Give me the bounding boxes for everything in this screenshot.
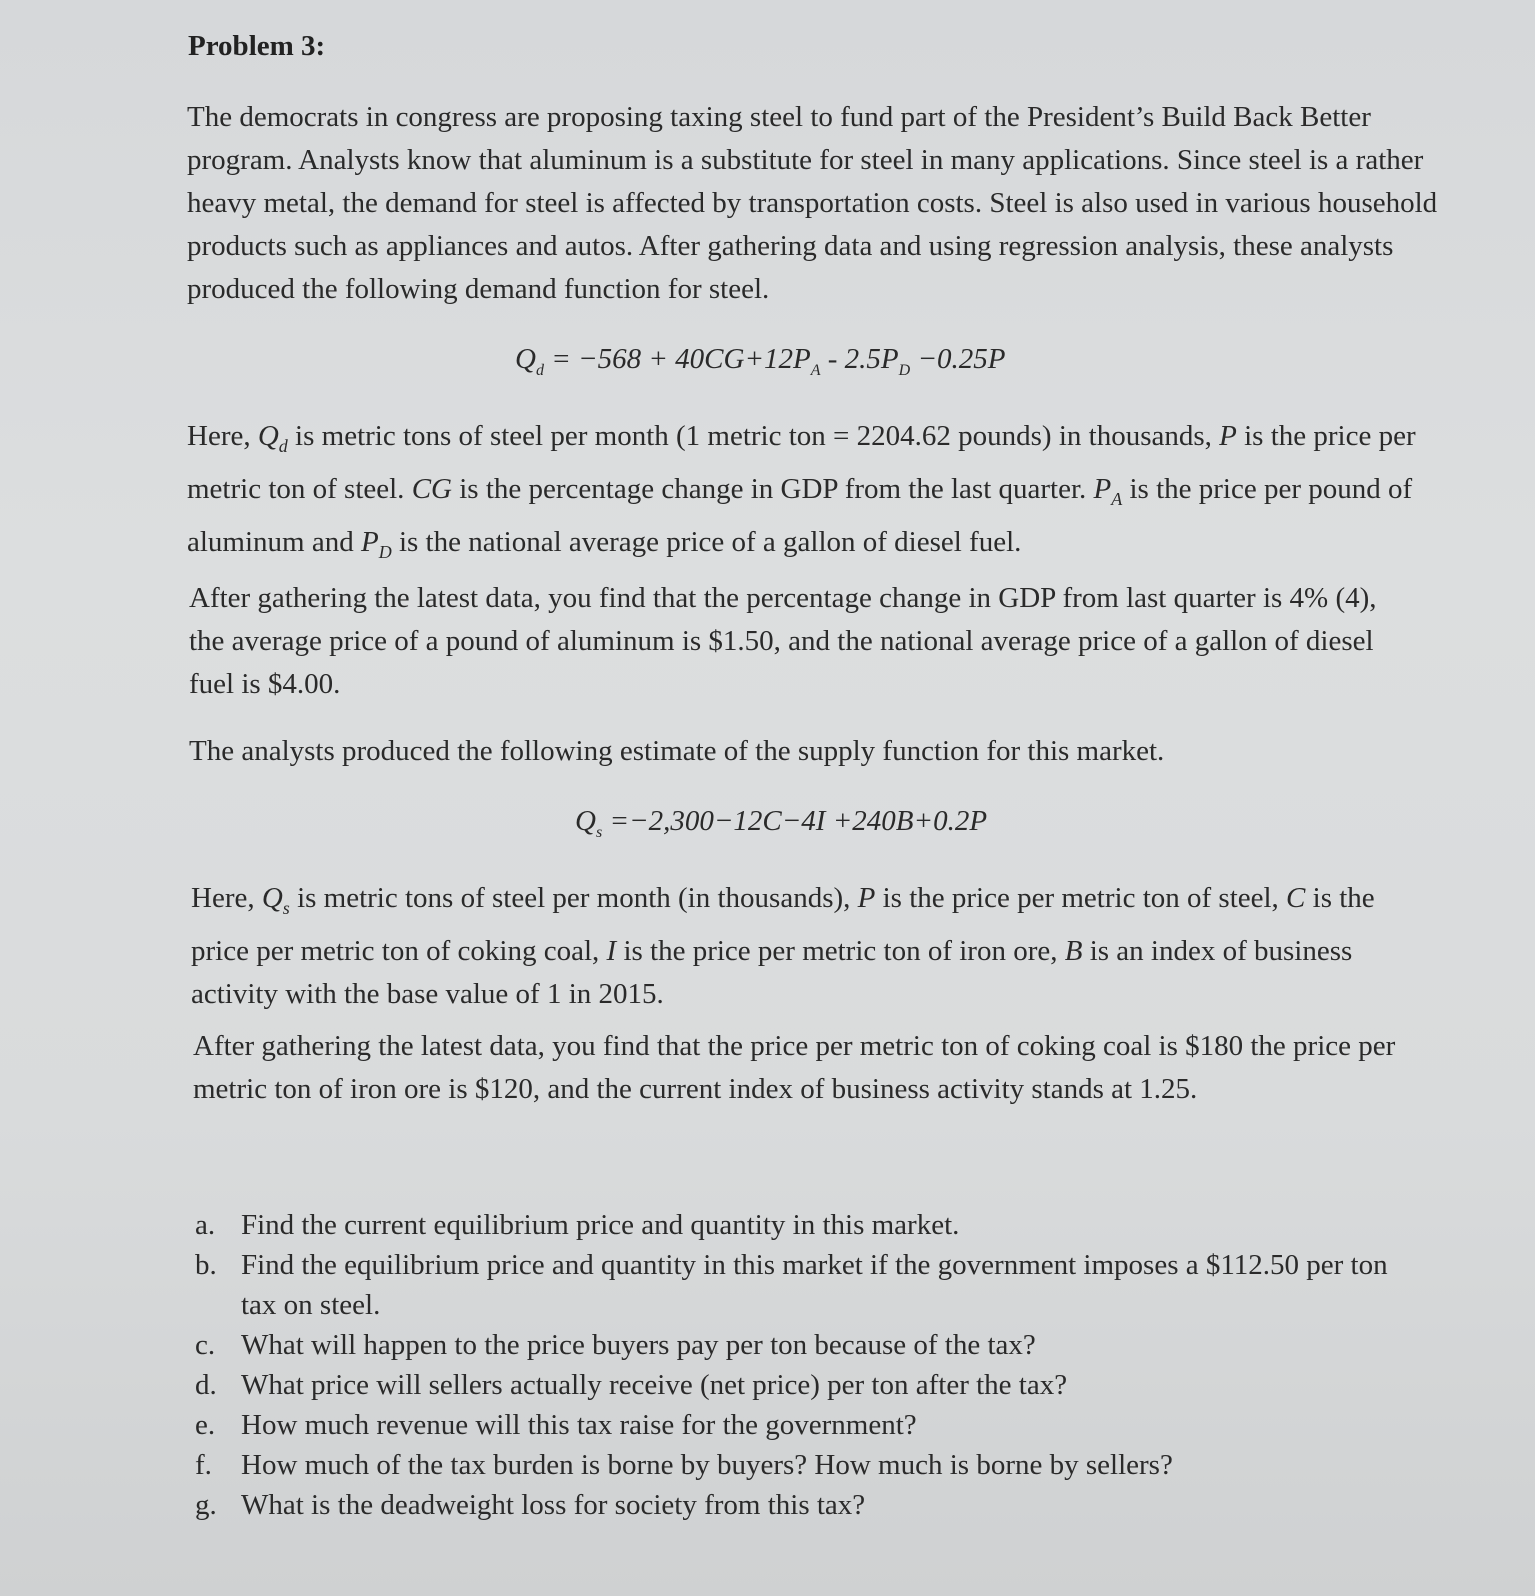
var-b: B bbox=[1064, 934, 1083, 967]
demand-lhs-subscript: d bbox=[535, 361, 544, 379]
demand-rhs-part-a: = −568 + 40CG+12P bbox=[543, 343, 811, 375]
question-list bbox=[195, 1205, 1415, 1525]
question-text: What is the deadweight loss for society from this tax? bbox=[241, 1489, 866, 1521]
question-item bbox=[195, 1405, 1415, 1445]
var-qs: Q bbox=[261, 882, 283, 914]
demand-subscript-a: A bbox=[810, 361, 821, 379]
text-run: is metric tons of steel per month (1 metric ton = 2204.62 pounds) in thousands, bbox=[287, 420, 1220, 452]
demand-data-paragraph: After gathering the latest data, you find that the percentage change in GDP from last quarter is 4% (4), the average price of a pound of aluminum is $1.50, and the national average price of a gallon of diesel fuel is $4.00. bbox=[189, 582, 1377, 700]
question-item bbox=[195, 1245, 1415, 1325]
question-text: Find the equilibrium price and quantity in this market if the government imposes a $112.50 per ton tax on steel. bbox=[241, 1249, 1388, 1321]
question-item bbox=[195, 1445, 1415, 1485]
var-i: I bbox=[606, 934, 617, 967]
var-pd: P bbox=[360, 525, 379, 558]
question-text: How much of the tax burden is borne by buyers? How much is borne by sellers? bbox=[241, 1449, 1173, 1481]
supply-variables-paragraph bbox=[191, 877, 1431, 1016]
text-run: is the price per metric ton of steel. bbox=[187, 420, 1416, 505]
question-letter: d. bbox=[195, 1369, 217, 1401]
question-text: How much revenue will this tax raise for the government? bbox=[241, 1409, 917, 1441]
var-qd: Q bbox=[257, 420, 279, 452]
var-c: C bbox=[1286, 882, 1306, 914]
text-run: Here, bbox=[191, 882, 262, 914]
supply-equation bbox=[575, 805, 987, 842]
question-item bbox=[195, 1205, 1415, 1245]
text-run: is the price per metric ton of iron ore, bbox=[616, 934, 1065, 967]
supply-lhs-subscript: s bbox=[595, 823, 603, 841]
text-run: is the percentage change in GDP from the last quarter. bbox=[451, 472, 1094, 505]
question-letter: g. bbox=[195, 1489, 217, 1521]
demand-subscript-d: D bbox=[898, 361, 911, 379]
var-p: P bbox=[857, 882, 876, 914]
question-item bbox=[195, 1485, 1415, 1525]
question-item bbox=[195, 1365, 1415, 1405]
var-qd-subscript: d bbox=[278, 435, 288, 456]
var-qs-subscript: s bbox=[282, 897, 290, 918]
text-run: is the price per metric ton of steel, bbox=[875, 882, 1287, 914]
problem-title: Problem 3: bbox=[188, 30, 326, 62]
supply-intro-paragraph: The analysts produced the following estimate of the supply function for this market. bbox=[189, 735, 1165, 767]
demand-lhs: Q bbox=[515, 343, 536, 375]
supply-data-paragraph: After gathering the latest data, you find that the price per metric ton of coking coal is $180 the price per metric ton of iron ore is $120, and the current index of business activity stands at 1.25. bbox=[193, 1030, 1396, 1105]
question-text: What price will sellers actually receive (net price) per ton after the tax? bbox=[241, 1369, 1068, 1401]
question-letter: a. bbox=[195, 1209, 216, 1241]
question-text: What will happen to the price buyers pay per ton because of the tax? bbox=[241, 1329, 1036, 1361]
text-run: is metric tons of steel per month (in thousands), bbox=[289, 882, 858, 914]
supply-rhs: =−2,300−12C−4I +240B+0.2P bbox=[602, 805, 988, 837]
var-pa-subscript: A bbox=[1111, 488, 1123, 509]
question-letter: e. bbox=[195, 1409, 216, 1441]
text-run: is the price per metric ton of coking coal, bbox=[191, 882, 1375, 967]
text-run: Here, bbox=[187, 420, 258, 452]
question-item bbox=[195, 1325, 1415, 1365]
supply-lhs: Q bbox=[575, 805, 596, 837]
demand-rhs-part-c: −0.25P bbox=[910, 343, 1006, 375]
demand-rhs-part-b: - 2.5P bbox=[820, 343, 899, 375]
text-run: is an index of business activity with the base value of 1 in 2015. bbox=[191, 934, 1353, 1010]
var-cg: CG bbox=[411, 472, 452, 505]
question-text: Find the current equilibrium price and quantity in this market. bbox=[241, 1209, 960, 1241]
var-pa: P bbox=[1093, 472, 1112, 505]
demand-equation bbox=[515, 343, 1006, 380]
question-letter: c. bbox=[195, 1329, 216, 1361]
question-letter: f. bbox=[195, 1449, 212, 1481]
demand-variables-paragraph bbox=[187, 415, 1447, 573]
var-p: P bbox=[1219, 420, 1237, 452]
intro-paragraph: The democrats in congress are proposing taxing steel to fund part of the President’s Build Back Better program. Analysts know that aluminum is a substitute for steel in many applications. Since steel is a rather heavy metal, the demand for steel is affected by transportation costs. Steel is also used in various household products such as appliances and autos. After gathering data and using regression analysis, these analysts produced the following demand function for steel. bbox=[187, 101, 1438, 305]
text-run: is the price per pound of aluminum and bbox=[187, 472, 1413, 558]
text-run: is the national average price of a gallon of diesel fuel. bbox=[391, 525, 1022, 558]
question-letter: b. bbox=[195, 1249, 217, 1281]
var-pd-subscript: D bbox=[378, 541, 392, 562]
